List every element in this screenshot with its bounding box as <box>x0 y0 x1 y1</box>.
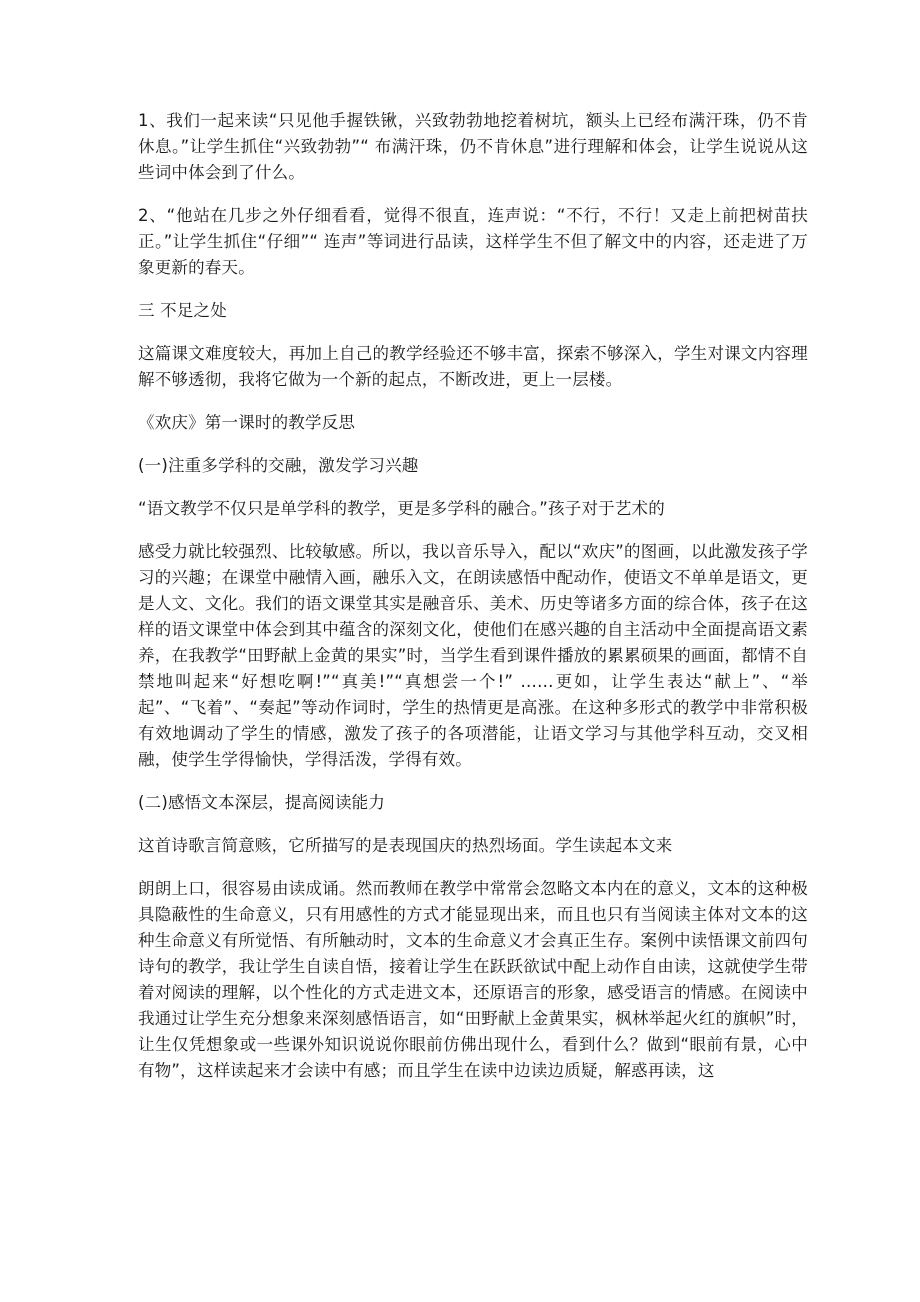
subheading-1: (一)注重多学科的交融，激发学习兴趣 <box>138 456 419 475</box>
subheading-2: (二)感悟文本深层，提高阅读能力 <box>138 793 386 812</box>
document-body <box>138 108 808 1101</box>
paragraph-6: 这首诗歌言简意赅，它所描写的是表现国庆的热烈场面。学生读起本文来 <box>138 836 673 855</box>
paragraph-4: “语文教学不仅只是单学科的教学，更是多学科的融合。”孩子对于艺术的 <box>138 499 665 518</box>
paragraph-1: 1、我们一起来读“只见他手握铁锹，兴致勃勃地挖着树坑，额头上已经布满汗珠，仍不肯休息。”让学生抓住“兴致勃勃”“ 布满汗珠，仍不肯休息”进行理解和体会，让学生说说从这些词中体会到了什么。 <box>138 111 808 182</box>
paragraph-5: 感受力就比较强烈、比较敏感。所以，我以音乐导入，配以“欢庆”的图画，以此激发孩子学习的兴趣；在课堂中融情入画，融乐入文，在朗读感悟中配动作，使语文不单单是语文，更是人文、文化。我们的语文课堂其实是融音乐、美术、历史等诸多方面的综合体，孩子在这样的语文课堂中体会到其中蕴含的深刻文化，使他们在感兴趣的自主活动中全面提高语文素养，在我教学“田野献上金黄的果实”时，当学生看到课件播放的累累硕果的画面，都情不自禁地叫起来“好想吃啊!”“真美!”“真想尝一个!” ……更如，让学生表达“献上”、“举起”、“飞着”、“奏起”等动作词时，学生的热情更是高涨。在这种多形式的教学中非常积极有效地调动了学生的情感，激发了孩子的各项潜能，让语文学习与其他学科互动，交叉相融，使学生学得愉快，学得活泼，学得有效。 <box>138 542 808 769</box>
reflection-title: 《欢庆》第一课时的教学反思 <box>138 413 356 432</box>
section-heading-shortcomings: 三 不足之处 <box>138 301 227 320</box>
paragraph-2: 2、“他站在几步之外仔细看看，觉得不很直，连声说：“不行，不行！又走上前把树苗扶正。”让学生抓住“仔细”“ 连声”等词进行品读，这样学生不但了解文中的内容，还走进了万象更新的春天。 <box>138 206 808 277</box>
paragraph-3: 这篇课文难度较大，再加上自己的教学经验还不够丰富，探索不够深入，学生对课文内容理解不够透彻，我将它做为一个新的起点，不断改进，更上一层楼。 <box>138 344 808 389</box>
paragraph-7: 朗朗上口，很容易由读成诵。然而教师在教学中常常会忽略文本内在的意义，文本的这种极具隐蔽性的生命意义，只有用感性的方式才能显现出来，而且也只有当阅读主体对文本的这种生命意义有所觉悟、有所触动时，文本的生命意义才会真正生存。案例中读悟课文前四句诗句的教学，我让学生自读自悟，接着让学生在跃跃欲试中配上动作自由读，这就使学生带着对阅读的理解，以个性化的方式走进文本，还原语言的形象，感受语言的情感。在阅读中我通过让学生充分想象来深刻感悟语言，如“田野献上金黄果实，枫林举起火红的旗帜”时，让生仅凭想象或一些课外知识说说你眼前仿佛出现什么，看到什么？做到“眼前有景，心中有物”，这样读起来才会读中有感；而且学生在读中边读边质疑，解惑再读，这 <box>138 879 808 1080</box>
